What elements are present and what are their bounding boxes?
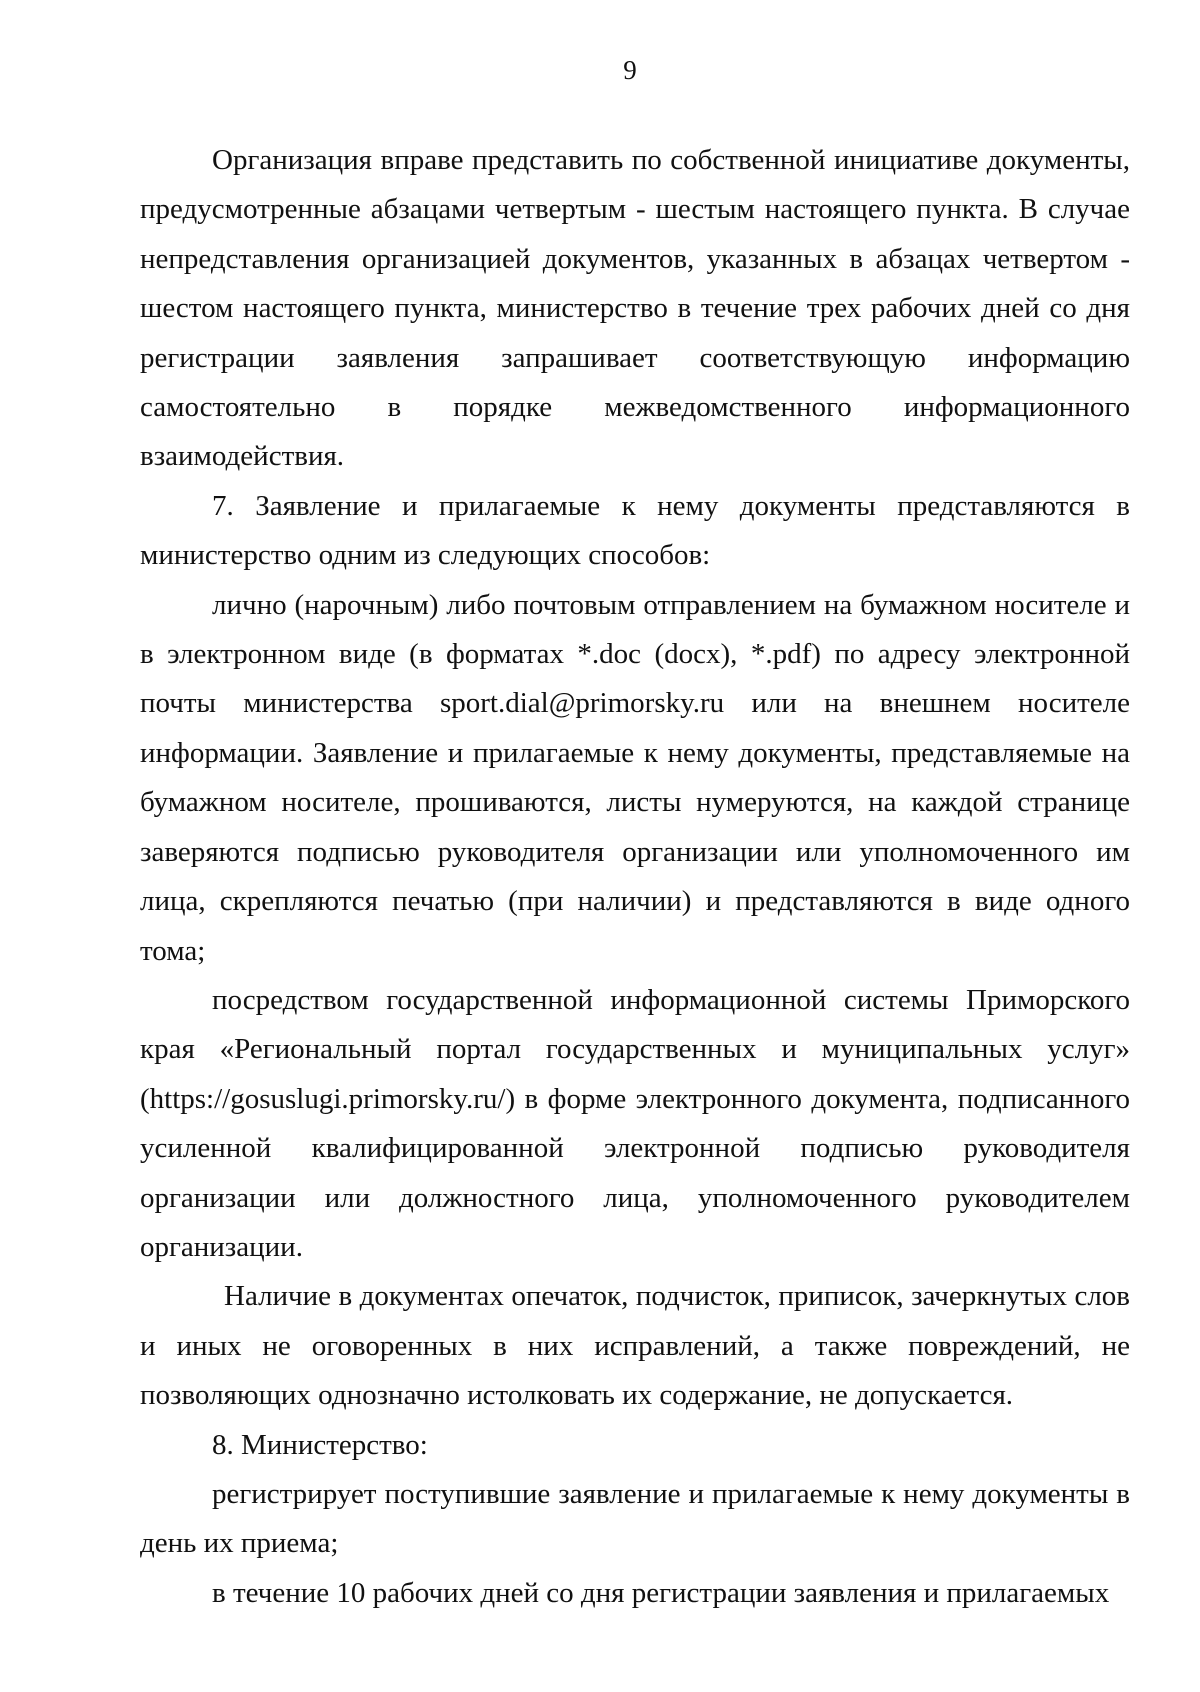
paragraph-in-person-or-mail: лично (нарочным) либо почтовым отправлением на бумажном носителе и в электронном виде (в форматах *.doc (docx), *.pdf) по адресу электронной почты министерства sport.dial@primorsky.ru или на внешнем носителе информации. Заявление и прилагаемые к нему документы, представляемые на бумажном носителе, прошиваются, листы нумеруются, на каждой странице заверяются подписью руководителя организации или уполномоченного им лица, скрепляются печатью (при наличии) и представляются в виде одного тома;	[140, 588, 1130, 967]
paragraph-item-8: 8. Министерство:	[212, 1428, 428, 1461]
paragraph-registers-documents: регистрирует поступившие заявление и прилагаемые к нему документы в день их приема;	[140, 1477, 1130, 1560]
document-body	[140, 136, 1130, 1618]
paragraph-corrections-not-allowed: Наличие в документах опечаток, подчисток, приписок, зачеркнутых слов и иных не оговоренных в них исправлений, а также повреждений, не позволяющих однозначно истолковать их содержание, не допускается.	[140, 1280, 1130, 1412]
paragraph-within-10-days: в течение 10 рабочих дней со дня регистрации заявления и прилагаемых	[212, 1576, 1110, 1609]
paragraph-organization-documents: Организация вправе представить по собственной инициативе документы, предусмотренные абзацами четвертым - шестым настоящего пункта. В случае непредставления организацией документов, указанных в абзацах четвертом - шестом настоящего пункта, министерство в течение трех рабочих дней со дня регистрации заявления запрашивает соответствующую информацию самостоятельно в порядке межведомственного информационного взаимодействия.	[140, 144, 1130, 473]
paragraph-item-7: 7. Заявление и прилагаемые к нему документы представляются в министерство одним из следующих способов:	[140, 489, 1130, 572]
page-number: 9	[623, 55, 637, 85]
paragraph-gis-portal: посредством государственной информационной системы Приморского края «Региональный портал государственных и муниципальных услуг» (https://gosuslugi.primorsky.ru/) в форме электронного документа, подписанного усиленной квалифицированной электронной подписью руководителя организации или должностного лица, уполномоченного руководителем организации.	[140, 983, 1130, 1263]
